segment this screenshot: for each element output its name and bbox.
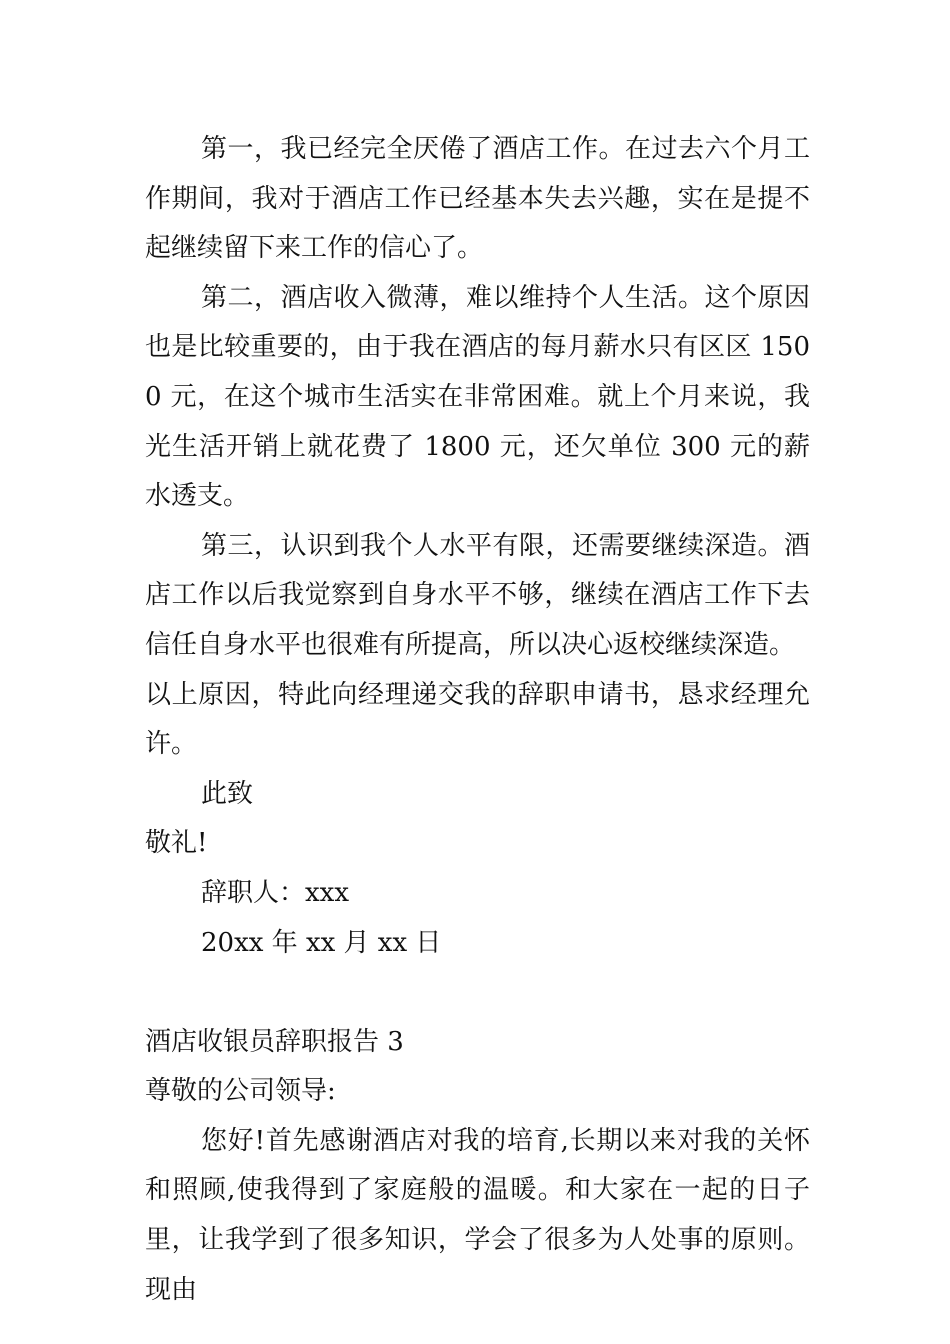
paragraph-reason-3: 第三，认识到我个人水平有限，还需要继续深造。酒店工作以后我觉察到自身水平不够，继续在酒店工作下去信任自身水平也很难有所提高，所以决心返校继续深造。 bbox=[145, 530, 810, 660]
paragraph-reason-1: 第一，我已经完全厌倦了酒店工作。在过去六个月工作期间，我对于酒店工作已经基本失去兴趣，实在是提不起继续留下来工作的信心了。 bbox=[145, 134, 810, 264]
salutation: 尊敬的公司领导: bbox=[145, 1076, 336, 1107]
intro-paragraph: 您好!首先感谢酒店对我的培育,长期以来对我的关怀和照顾,使我得到了家庭般的温暖。和大家在一起的日子里，让我学到了很多知识，学会了很多为人处事的原则。现由 bbox=[145, 1125, 810, 1305]
closing-line-1: 此致 bbox=[201, 778, 254, 809]
paragraph-request: 以上原因，特此向经理递交我的辞职申请书，恳求经理允许。 bbox=[145, 679, 810, 760]
blank-line bbox=[145, 968, 810, 1018]
section-title: 酒店收银员辞职报告 3 bbox=[145, 1026, 404, 1057]
paragraph-reason-2: 第二，酒店收入微薄，难以维持个人生活。这个原因也是比较重要的，由于我在酒店的每月薪水只有区区 1500 元，在这个城市生活实在非常困难。就上个月来说，我光生活开销上就花费了 1800 元，还欠单位 300 元的薪水透支。 bbox=[145, 282, 810, 512]
closing-line-2: 敬礼! bbox=[145, 828, 208, 859]
signer-line: 辞职人：xxx bbox=[201, 877, 349, 908]
date-line: 20xx 年 xx 月 xx 日 bbox=[201, 927, 442, 958]
document-body bbox=[145, 125, 810, 1315]
